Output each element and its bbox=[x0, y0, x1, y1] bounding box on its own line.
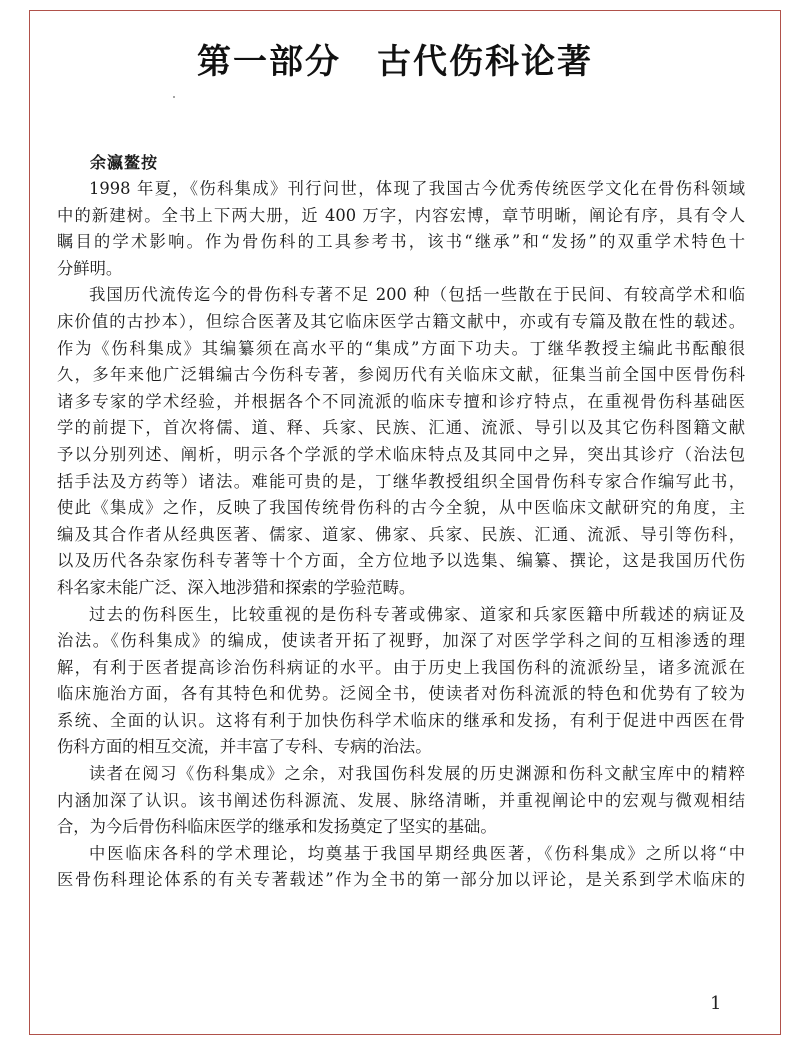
page-number: 1 bbox=[710, 993, 722, 1014]
paragraph-1 bbox=[57, 176, 745, 282]
text-line: 中的新建树。全书上下两大册，近 400 万字，内容宏博，章节明晰，阐论有序，具有令人 bbox=[57, 205, 745, 225]
text-line: 括手法及方药等）诸法。难能可贵的是，丁继华教授组织全国骨伤科专家合作编写此书， bbox=[57, 471, 745, 491]
body-text bbox=[57, 176, 745, 894]
text-line: 久，多年来他广泛辑编古今伤科专著，参阅历代有关临床文献，征集当前全国中医骨伤科 bbox=[57, 365, 745, 385]
text-line: 我国历代流传迄今的骨伤科专著不足 200 种（包括一些散在于民间、有较高学术和临 bbox=[89, 285, 745, 305]
text-line: 系统、全面的认识。这将有利于加快伤科学术临床的继承和发扬，有利于促进中西医在骨 bbox=[57, 710, 745, 730]
text-line: 内涵加深了认识。该书阐述伤科源流、发展、脉络清晰，并重视阐论中的宏观与微观相结 bbox=[57, 790, 745, 810]
paragraph-5 bbox=[57, 841, 745, 894]
text-line: 科名家未能广泛、深入地涉猎和探索的学验范畴。 bbox=[57, 577, 416, 597]
text-line: 医骨伤科理论体系的有关专著载述”作为全书的第一部分加以评论，是关系到学术临床的 bbox=[57, 870, 745, 890]
text-line: 床价值的古抄本），但综合医著及其它临床医学古籍文献中，亦或有专篇及散在性的载述。 bbox=[57, 311, 745, 331]
text-line: 解，有利于医者提高诊治伤科病证的水平。由于历史上我国伤科的流派纷呈，诸多流派在 bbox=[57, 657, 745, 677]
paragraph-4 bbox=[57, 761, 745, 841]
text-line: 以及历代各杂家伤科专著等十个方面，全方位地予以选集、编纂、撰论，这是我国历代伤 bbox=[57, 551, 745, 571]
print-speck bbox=[173, 96, 175, 98]
text-line: 中医临床各科的学术理论，均奠基于我国早期经典医著，《伤科集成》之所以将“中 bbox=[89, 843, 745, 863]
text-line: 使此《集成》之作，反映了我国传统骨伤科的古今全貌，从中医临床文献研究的角度，主 bbox=[57, 498, 745, 518]
text-line: 1998 年夏，《伤科集成》刊行问世，体现了我国古今优秀传统医学文化在骨伤科领域 bbox=[89, 179, 745, 198]
paragraph-2 bbox=[57, 282, 745, 601]
text-line: 予以分别列述、阐析，明示各个学派的学术临床特点及其同中之异，突出其诊疗（治法包 bbox=[57, 444, 745, 464]
text-line: 诸多专家的学术经验，并根据各个不同流派的临床专擅和诊疗特点，在重视骨伤科基础医 bbox=[57, 391, 745, 411]
paragraph-3 bbox=[57, 602, 745, 762]
text-line: 学的前提下，首次将儒、道、释、兵家、民族、汇通、流派、导引以及其它伤科图籍文献 bbox=[57, 418, 745, 438]
author-byline: 余瀛鳌按 bbox=[90, 153, 159, 172]
text-line: 作为《伤科集成》其编纂须在高水平的“集成”方面下功夫。丁继华教授主编此书酝酿很 bbox=[57, 338, 745, 358]
chapter-title: 第一部分 古代伤科论著 bbox=[197, 42, 593, 82]
text-line: 临床施治方面，各有其特色和优势。泛阅全书，使读者对伤科流派的特色和优势有了较为 bbox=[57, 684, 745, 704]
text-line: 编及其合作者从经典医著、儒家、道家、佛家、兵家、民族、汇通、流派、导引等伤科， bbox=[57, 524, 745, 544]
text-line: 过去的伤科医生，比较重视的是伤科专著或佛家、道家和兵家医籍中所载述的病证及 bbox=[89, 604, 745, 624]
text-line: 读者在阅习《伤科集成》之余，对我国伤科发展的历史渊源和伤科文献宝库中的精粹 bbox=[89, 764, 745, 784]
text-line: 分鲜明。 bbox=[57, 258, 123, 278]
text-line: 治法。《伤科集成》的编成，使读者开拓了视野，加深了对医学学科之间的互相渗透的理 bbox=[57, 631, 745, 651]
text-line: 瞩目的学术影响。作为骨伤科的工具参考书，该书“继承”和“发扬”的双重学术特色十 bbox=[57, 232, 745, 252]
text-line: 合，为今后骨伤科临床医学的继承和发扬奠定了坚实的基础。 bbox=[57, 817, 497, 837]
text-line: 伤科方面的相互交流，并丰富了专科、专病的治法。 bbox=[57, 737, 432, 757]
